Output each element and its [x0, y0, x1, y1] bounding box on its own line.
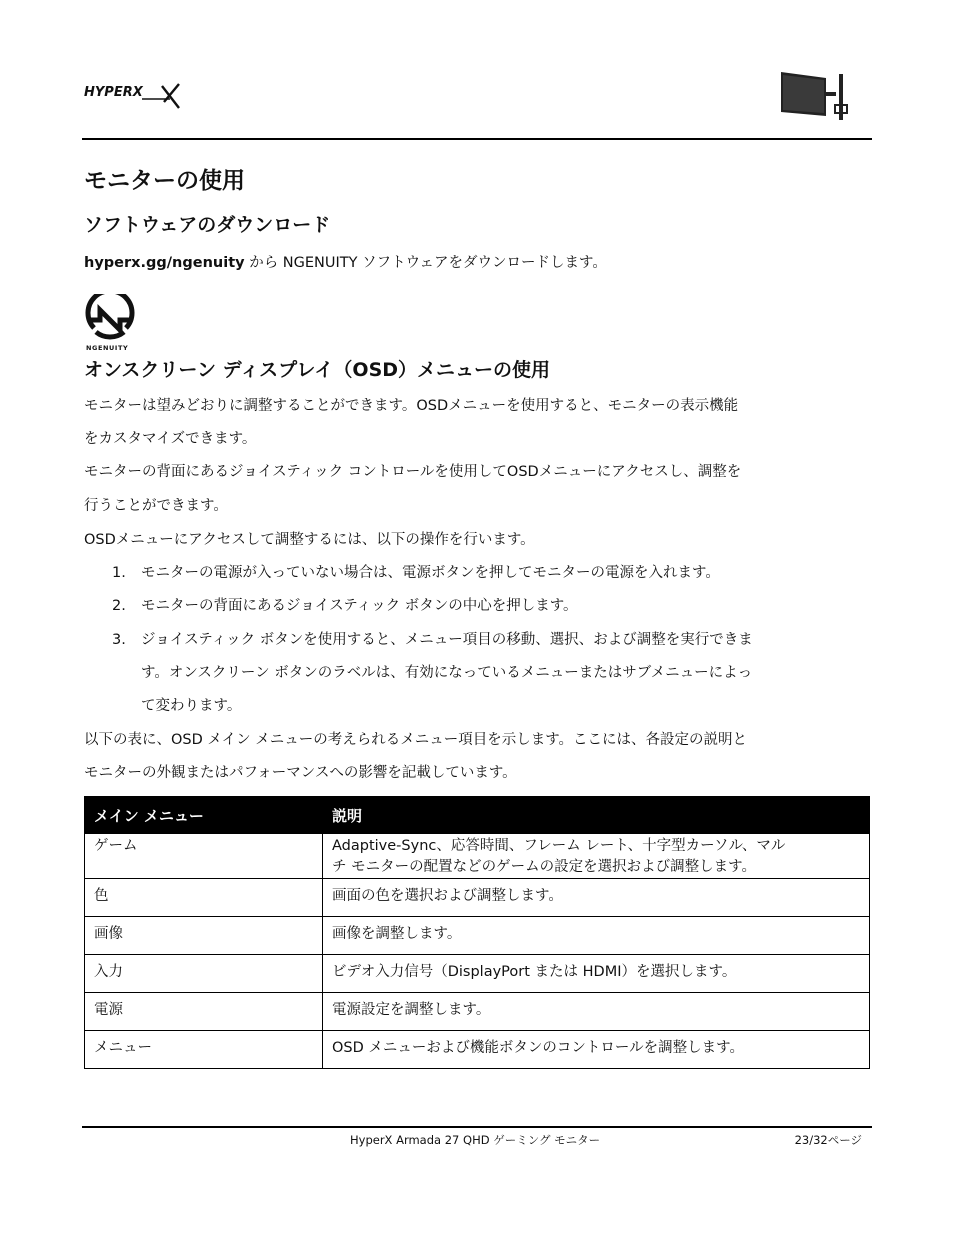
software-text: から NGENUITY ソフトウェアをダウンロードします。	[244, 255, 607, 271]
header-divider	[82, 138, 872, 140]
step-number: 2.	[112, 598, 126, 614]
table-cell-description: 電源設定を調整します。	[323, 993, 870, 1031]
software-heading: ソフトウェアのダウンロード	[84, 214, 331, 236]
description-line: チ モニターの配置などのゲームの設定を選択および調整します。	[332, 859, 756, 875]
osd-menu-table	[84, 796, 870, 1069]
table-cell-menu: 色	[85, 879, 323, 917]
osd-paragraph-2-line-1: モニターの背面にあるジョイスティック コントロールを使用してOSDメニューにアクセスし、調整を	[84, 464, 742, 480]
osd-paragraph-4-line-2: モニターの外観またはパフォーマンスへの影響を記載しています。	[84, 765, 517, 781]
footer-title: HyperX Armada 27 QHD ゲーミング モニター	[350, 1133, 601, 1147]
osd-paragraph-4-line-1: 以下の表に、OSD メイン メニューの考えられるメニュー項目を示します。ここには、各設定の説明と	[84, 732, 748, 748]
monitor-arm-icon	[778, 70, 858, 128]
table-header-row	[85, 797, 870, 834]
osd-heading: オンスクリーン ディスプレイ（OSD）メニューの使用	[84, 359, 551, 381]
step-text: す。オンスクリーン ボタンのラベルは、有効になっているメニューまたはサブメニューによっ	[141, 665, 753, 681]
step-number: 1.	[112, 565, 126, 581]
footer-divider	[82, 1126, 872, 1128]
page-title: モニターの使用	[84, 168, 245, 194]
step-text: モニターの電源が入っていない場合は、電源ボタンを押してモニターの電源を入れます。	[141, 565, 720, 581]
software-paragraph	[84, 253, 874, 273]
table-row	[85, 879, 870, 917]
table-row	[85, 955, 870, 993]
hyperx-logo	[84, 80, 184, 116]
table-header-description: 説明	[323, 797, 870, 834]
osd-paragraph-2-line-2: 行うことができます。	[84, 498, 228, 514]
table-header-menu: メイン メニュー	[85, 797, 323, 834]
step-text: ジョイスティック ボタンを使用すると、メニュー項目の移動、選択、および調整を実行できま	[141, 632, 753, 648]
table-cell-description: 画像を調整します。	[323, 917, 870, 955]
osd-paragraph-1-line-1: モニターは望みどおりに調整することができます。OSDメニューを使用すると、モニターの表示機能	[84, 398, 739, 414]
osd-paragraph-1-line-2: をカスタマイズできます。	[84, 431, 257, 447]
table-cell-description: ビデオ入力信号（DisplayPort または HDMI）を選択します。	[323, 955, 870, 993]
table-cell-description: 画面の色を選択および調整します。	[323, 879, 870, 917]
ngenuity-link[interactable]: hyperx.gg/ngenuity	[84, 255, 245, 271]
table-cell-menu: メニュー	[85, 1031, 323, 1069]
page-number: 23/32ページ	[794, 1133, 862, 1147]
osd-paragraph-3: OSDメニューにアクセスして調整するには、以下の操作を行います。	[84, 532, 535, 548]
step-text: モニターの背面にあるジョイスティック ボタンの中心を押します。	[141, 598, 578, 614]
table-row	[85, 1031, 870, 1069]
logo-text: HYPERX	[84, 85, 143, 100]
table-cell-menu: 入力	[85, 955, 323, 993]
table-row	[85, 993, 870, 1031]
table-cell-description: OSD メニューおよび機能ボタンのコントロールを調整します。	[323, 1031, 870, 1069]
step-number: 3.	[112, 632, 126, 648]
table-row	[85, 834, 870, 879]
table-cell-menu: 電源	[85, 993, 323, 1031]
hyperx-logo-icon	[84, 80, 184, 112]
table-row	[85, 917, 870, 955]
table-cell-menu: 画像	[85, 917, 323, 955]
table-cell-menu: ゲーム	[85, 834, 323, 879]
table-cell-description	[323, 834, 870, 879]
ngenuity-logo-label: NGENUITY	[86, 344, 129, 352]
step-text: て変わります。	[141, 698, 242, 714]
description-line: Adaptive-Sync、応答時間、フレーム レート、十字型カーソル、マル	[332, 838, 786, 854]
